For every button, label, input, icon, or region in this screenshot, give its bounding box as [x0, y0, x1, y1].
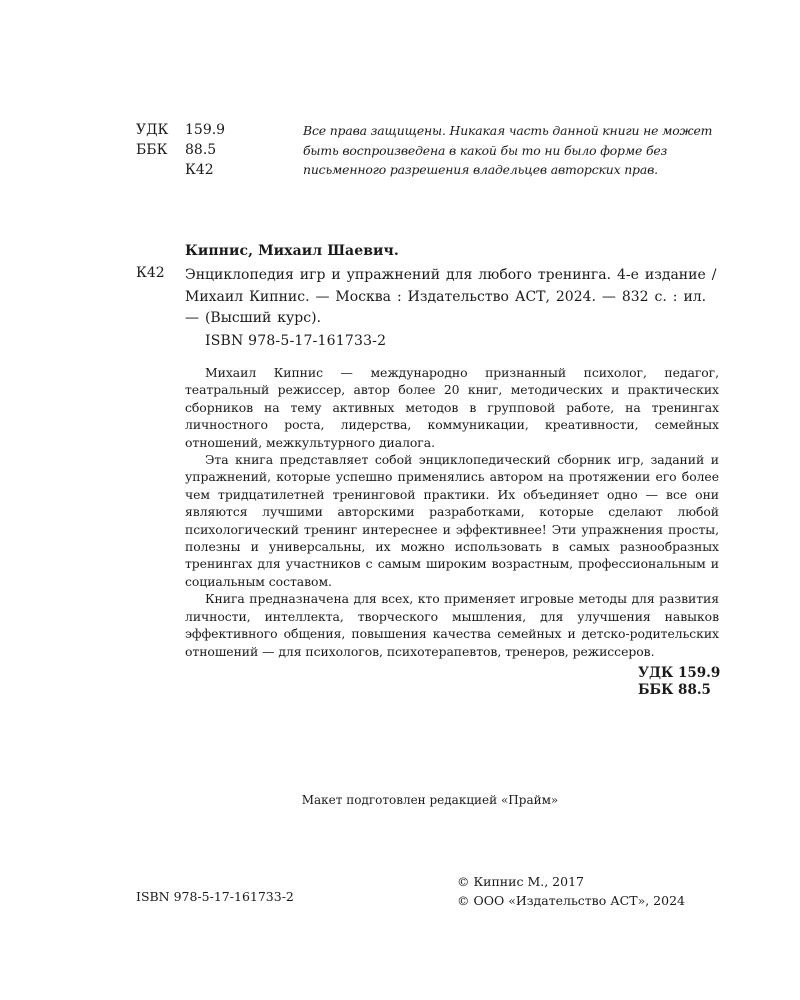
copyright-block: [457, 872, 685, 910]
udk-bbk-block: [638, 665, 720, 699]
bbk-value: 88.5: [185, 142, 217, 158]
bbk-label: ББК: [136, 142, 168, 158]
abstract-paragraph: Книга предназначена для всех, кто применяет игровые методы для развития личности, интеллекта, творческого мышления, для улучшения навыков эффективного общения, повышения качества семейных и детско-родительских отношений — для психологов, психотерапевтов, тренеров, режиссеров.: [185, 591, 719, 659]
abstract-paragraph: Эта книга представляет собой энциклопедический сборник игр, заданий и упражнений, которые успешно применялись автором на протяжении его более чем тридцатилетней тренинговой практики. Их объединяет одно — все они являются лучшими авторскими разработками, которые сделают любой психологический тренинг интереснее и эффективнее! Эти упражнения просты, полезны и универсальны, их можно использовать в самых разнообразных тренингах для участников с самым широким возрастным, профессиональным и социальным составом.: [185, 452, 719, 589]
udk-value: 159.9: [185, 122, 226, 138]
bbk-row: [136, 140, 225, 160]
udk-row: [136, 120, 225, 140]
copyright-publisher: © ООО «Издательство АСТ», 2024: [457, 893, 685, 908]
bibliographic-description: Энциклопедия игр и упражнений для любого тренинга. 4-е издание / Михаил Кипнис. — Москва : Издательство АСТ, 2024. — 832 с. : ил. — (Высший курс).: [185, 267, 717, 326]
author-mark: К42: [136, 265, 165, 281]
udk-label: УДК: [136, 122, 169, 138]
udk-code: УДК 159.9: [638, 665, 721, 681]
copyright-author: © Кипнис М., 2017: [457, 874, 584, 889]
abstract: [185, 364, 719, 660]
author-sign-value: К42: [185, 162, 214, 178]
rights-notice: Все права защищены. Никакая часть данной книги не может быть воспроизведена в какой бы то ни было форме без письменного разрешения владельцев авторских прав.: [303, 123, 713, 177]
author-sign-row: [136, 160, 225, 180]
isbn-main: ISBN 978-5-17-161733-2: [205, 333, 387, 349]
layout-credit: Макет подготовлен редакцией «Прайм»: [301, 793, 559, 807]
bbk-code: ББК 88.5: [638, 682, 711, 698]
abstract-paragraph: Михаил Кипнис — международно признанный психолог, педагог, театральный режиссер, автор более 20 книг, методических и практических сборников на тему активных методов в групповой работе, на тренингах личностного роста, лидерства, коммуникации, креативности, семейных отношений, межкультурного диалога.: [185, 365, 719, 450]
author-sign-label: [136, 160, 185, 180]
author-heading: Кипнис, Михаил Шаевич.: [185, 243, 399, 259]
isbn-bottom: ISBN 978-5-17-161733-2: [136, 889, 294, 904]
classification-codes: [136, 120, 225, 180]
